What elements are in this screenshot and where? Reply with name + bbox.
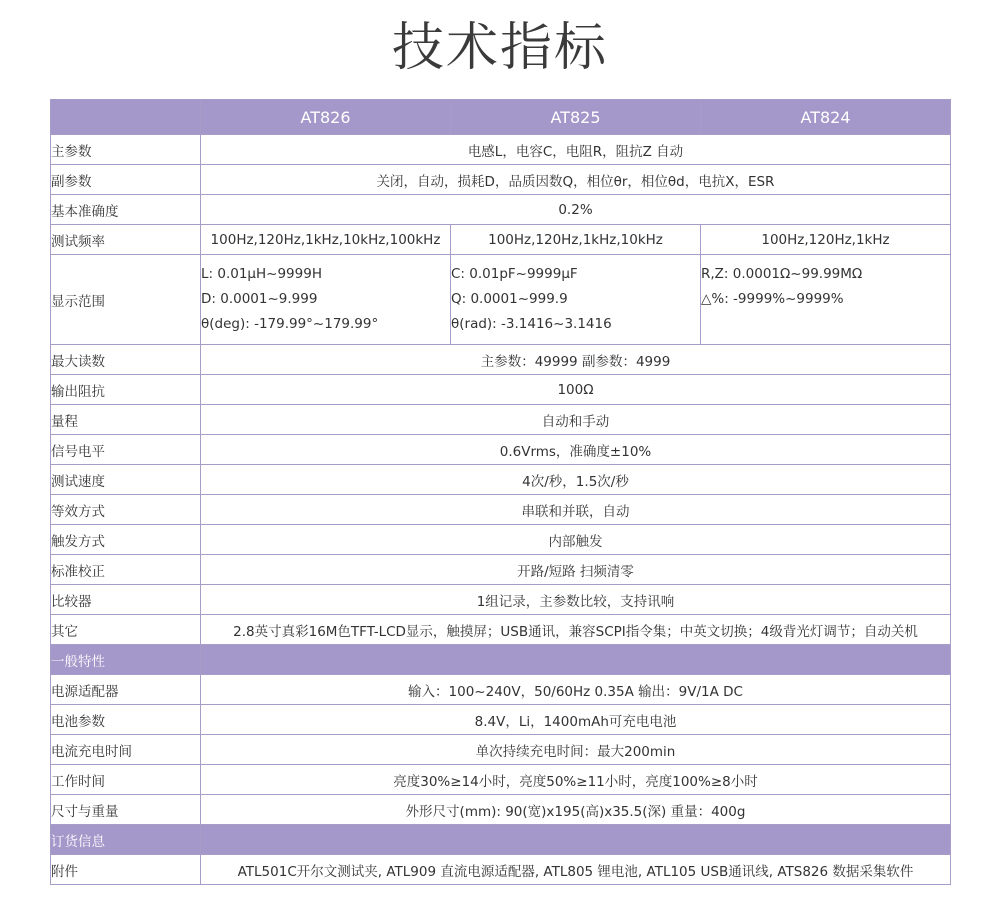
row-label: 最大读数 [51, 345, 201, 375]
header-model-at824: AT824 [701, 100, 951, 135]
row-value: 输入：100~240V，50/60Hz 0.35A 输出：9V/1A DC [201, 675, 951, 705]
row-size-weight [51, 795, 951, 825]
row-label: 信号电平 [51, 435, 201, 465]
row-label: 标准校正 [51, 555, 201, 585]
row-value: 单次持续充电时间：最大200min [201, 735, 951, 765]
row-test-speed [51, 465, 951, 495]
row-output-impedance [51, 375, 951, 405]
row-value: 0.6Vrms，准确度±10% [201, 435, 951, 465]
range-inductance: L: 0.01μH~9999H [201, 266, 322, 282]
row-label: 电流充电时间 [51, 735, 201, 765]
section-fill [201, 825, 951, 855]
row-label: 电源适配器 [51, 675, 201, 705]
section-fill [201, 645, 951, 675]
spec-table [50, 99, 951, 885]
row-value: 主参数：49999 副参数：4999 [201, 345, 951, 375]
freq-at824: 100Hz,120Hz,1kHz [701, 225, 951, 255]
row-value: 0.2% [201, 195, 951, 225]
display-range-col2 [451, 255, 701, 345]
row-main-param [51, 135, 951, 165]
header-model-at825: AT825 [451, 100, 701, 135]
row-value: 8.4V，Li，1400mAh可充电电池 [201, 705, 951, 735]
section-label: 一般特性 [51, 645, 201, 675]
row-max-reading [51, 345, 951, 375]
row-label: 测试速度 [51, 465, 201, 495]
row-label: 工作时间 [51, 765, 201, 795]
row-label: 尺寸与重量 [51, 795, 201, 825]
header-empty-cell [51, 100, 201, 135]
freq-at825: 100Hz,120Hz,1kHz,10kHz [451, 225, 701, 255]
row-power-adapter [51, 675, 951, 705]
row-value: 4次/秒，1.5次/秒 [201, 465, 951, 495]
row-value: 关闭，自动，损耗D，品质因数Q，相位θr，相位θd，电抗X，ESR [201, 165, 951, 195]
row-label: 等效方式 [51, 495, 201, 525]
range-empty-line [701, 312, 950, 337]
range-capacitance: C: 0.01pF~9999μF [451, 266, 578, 282]
row-value: 串联和并联，自动 [201, 495, 951, 525]
row-value: 2.8英寸真彩16M色TFT-LCD显示，触摸屏；USB通讯，兼容SCPI指令集；中英文切换；4级背光灯调节；自动关机 [201, 615, 951, 645]
row-accessories [51, 855, 951, 885]
row-label: 测试频率 [51, 225, 201, 255]
page-title: 技术指标 [391, 18, 608, 78]
row-label: 副参数 [51, 165, 201, 195]
row-trigger-mode [51, 525, 951, 555]
section-order-info [51, 825, 951, 855]
row-sub-param [51, 165, 951, 195]
row-label: 基本准确度 [51, 195, 201, 225]
row-value: 内部触发 [201, 525, 951, 555]
freq-at826: 100Hz,120Hz,1kHz,10kHz,100kHz [201, 225, 451, 255]
range-theta-rad: θ(rad): -3.1416~3.1416 [451, 316, 612, 332]
row-label: 电池参数 [51, 705, 201, 735]
row-signal-level [51, 435, 951, 465]
row-display-range [51, 255, 951, 345]
range-d: D: 0.0001~9.999 [201, 291, 318, 307]
range-theta-deg: θ(deg): -179.99°~179.99° [201, 316, 379, 332]
header-row [51, 100, 951, 135]
row-charge-time [51, 735, 951, 765]
row-value: ATL501C开尔文测试夹, ATL909 直流电源适配器, ATL805 锂电池, ATL105 USB通讯线, ATS826 数据采集软件 [201, 855, 951, 885]
range-delta-percent: △%: -9999%~9999% [701, 291, 844, 307]
row-value: 亮度30%≥14小时，亮度50%≥11小时，亮度100%≥8小时 [201, 765, 951, 795]
row-label: 量程 [51, 405, 201, 435]
section-label: 订货信息 [51, 825, 201, 855]
row-label: 主参数 [51, 135, 201, 165]
row-value: 1组记录，主参数比较，支持讯响 [201, 585, 951, 615]
row-label: 附件 [51, 855, 201, 885]
row-test-frequency [51, 225, 951, 255]
section-general [51, 645, 951, 675]
row-equivalent-mode [51, 495, 951, 525]
display-range-col1 [201, 255, 451, 345]
header-model-at826: AT826 [201, 100, 451, 135]
row-other [51, 615, 951, 645]
row-value: 电感L，电容C，电阻R，阻抗Z 自动 [201, 135, 951, 165]
row-battery [51, 705, 951, 735]
row-label: 触发方式 [51, 525, 201, 555]
row-range [51, 405, 951, 435]
row-accuracy [51, 195, 951, 225]
row-comparator [51, 585, 951, 615]
range-resistance: R,Z: 0.0001Ω~99.99MΩ [701, 266, 863, 282]
row-label: 比较器 [51, 585, 201, 615]
row-value: 100Ω [201, 375, 951, 405]
row-value: 开路/短路 扫频清零 [201, 555, 951, 585]
row-label: 输出阻抗 [51, 375, 201, 405]
row-value: 自动和手动 [201, 405, 951, 435]
row-label: 显示范围 [51, 255, 201, 345]
range-q: Q: 0.0001~999.9 [451, 291, 568, 307]
row-label: 其它 [51, 615, 201, 645]
display-range-col3 [701, 255, 951, 345]
row-value: 外形尺寸(mm): 90(宽)x195(高)x35.5(深) 重量：400g [201, 795, 951, 825]
row-work-time [51, 765, 951, 795]
row-calibration [51, 555, 951, 585]
